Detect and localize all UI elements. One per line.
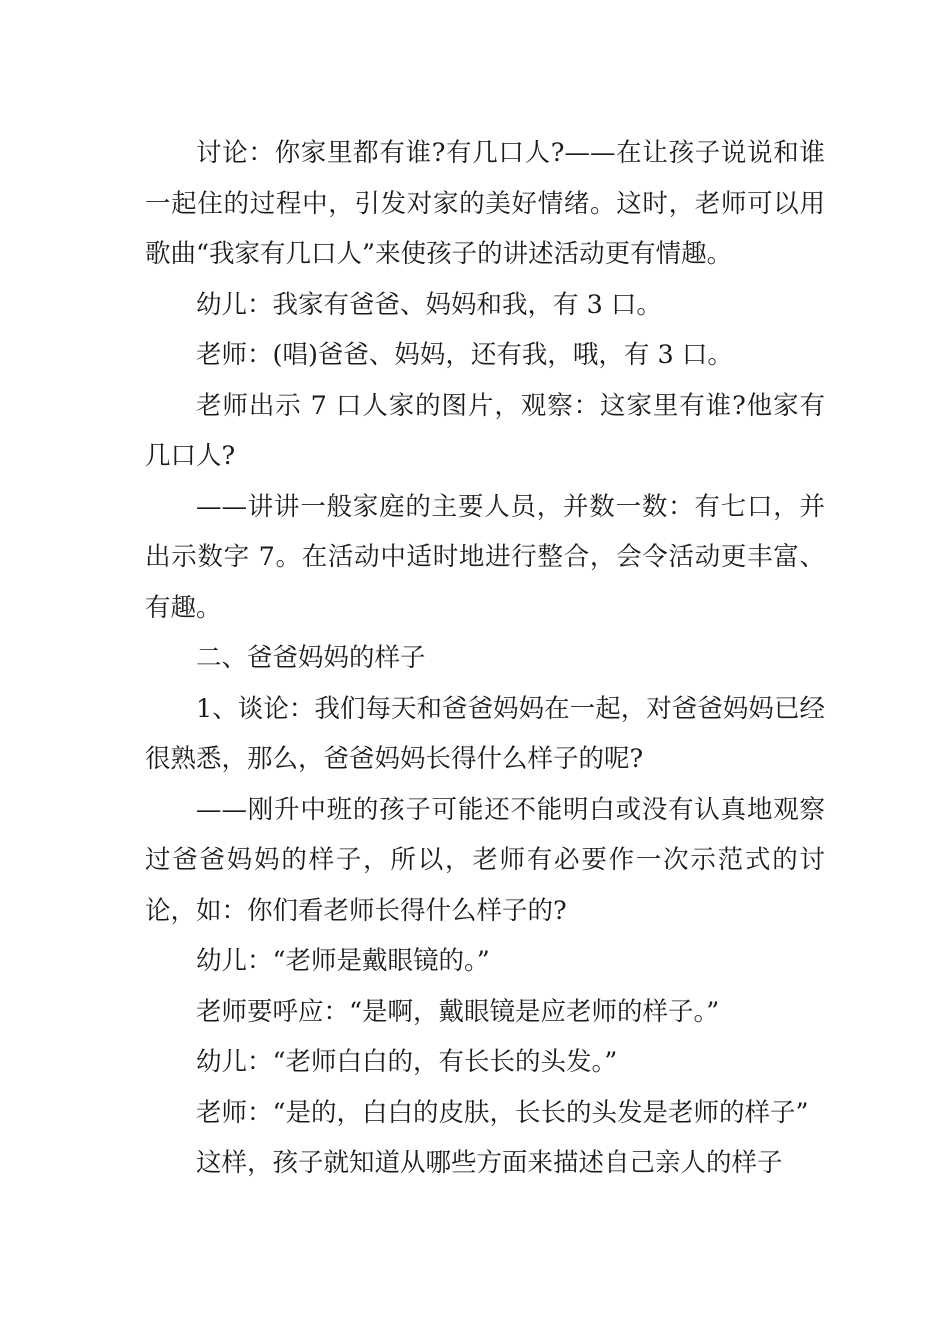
paragraph-talk-parents: 1、谈论：我们每天和爸爸妈妈在一起，对爸爸妈妈已经很熟悉，那么，爸爸妈妈长得什么样子的呢?: [145, 693, 825, 774]
paragraph-discussion-family: 讨论：你家里都有谁?有几口人?——在让孩子说说和谁一起住的过程中，引发对家的美好情绪。这时，老师可以用歌曲“我家有几口人”来使孩子的讲述活动更有情趣。: [145, 138, 825, 269]
paragraph-teacher-sing: 老师：(唱)爸爸、妈妈，还有我，哦，有 3 口。: [196, 340, 733, 370]
paragraph-demonstration: ——刚升中班的孩子可能还不能明白或没有认真地观察过爸爸妈妈的样子，所以，老师有必要作一次示范式的讨论，如：你们看老师长得什么样子的?: [145, 794, 825, 926]
paragraph-conclusion: 这样，孩子就知道从哪些方面来描述自己亲人的样子: [196, 1148, 783, 1178]
paragraph-child-hair: 幼儿：“老师白白的，有长长的头发。”: [196, 1047, 618, 1077]
paragraph-teacher-respond: 老师要呼应：“是啊，戴眼镜是应老师的样子。”: [196, 996, 720, 1027]
section-heading-parents-appearance: 二、爸爸妈妈的样子: [196, 643, 426, 673]
paragraph-count-members: ——讲讲一般家庭的主要人员，并数一数：有七口，并出示数字 7。在活动中适时地进行整合，会令活动更丰富、有趣。: [145, 491, 825, 623]
document-body: [145, 128, 825, 1189]
paragraph-child-answer-3: 幼儿：我家有爸爸、妈妈和我，有 3 口。: [196, 289, 662, 320]
paragraph-show-picture: 老师出示 7 口人家的图片，观察：这家里有谁?他家有几口人?: [145, 390, 825, 471]
paragraph-child-glasses: 幼儿：“老师是戴眼镜的。”: [196, 946, 490, 976]
paragraph-teacher-confirm: 老师：“是的，白白的皮肤，长长的头发是老师的样子”: [196, 1097, 809, 1128]
